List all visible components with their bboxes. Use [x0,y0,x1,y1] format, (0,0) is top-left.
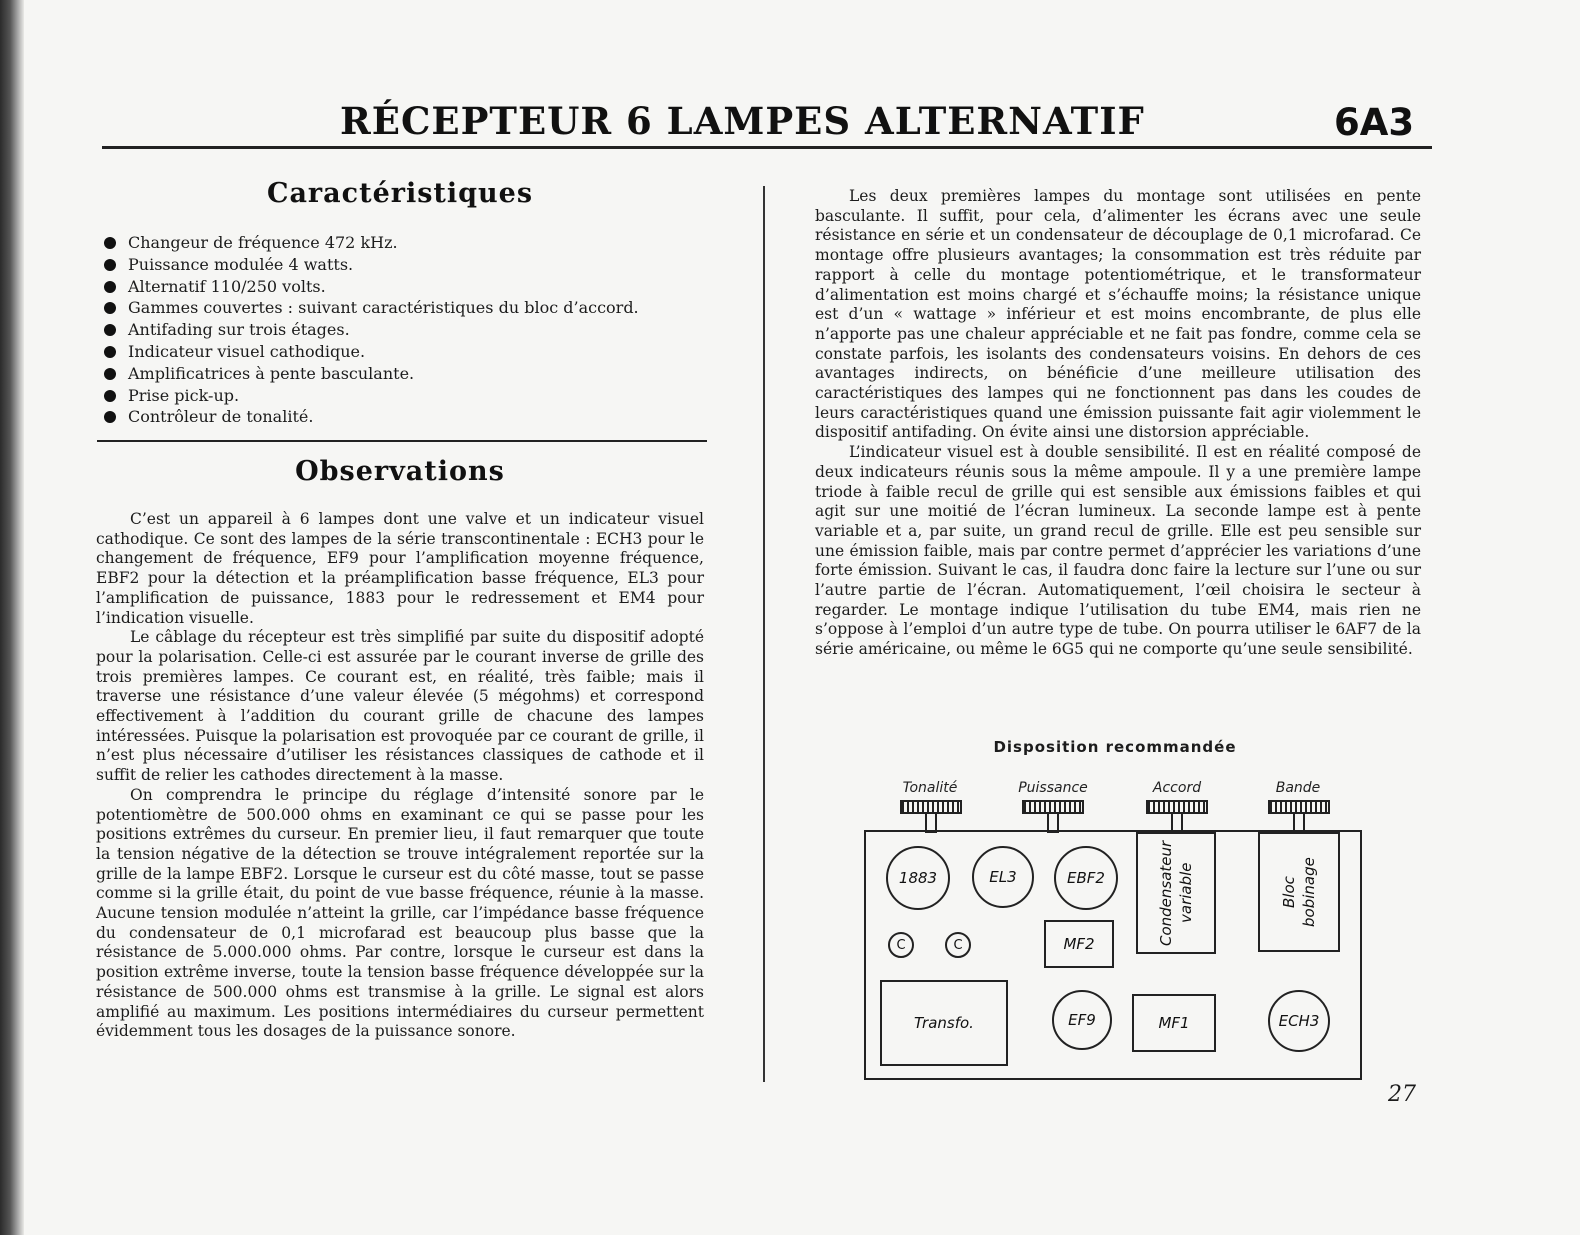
diagram-title: Disposition recommandée [993,738,1237,756]
transformateur: Transfo. [880,980,1008,1066]
chassis-layout [864,830,1362,1080]
page-title: RÉCEPTEUR 6 LAMPES ALTERNATIF [340,99,1145,143]
knob-label-tonalite: Tonalité [902,780,958,796]
list-item: Antifading sur trois étages. [104,319,704,341]
capacitor-c2: C [945,932,971,958]
header-rule [102,146,1432,149]
knob-label-accord: Accord [1152,780,1202,796]
column-divider [763,186,765,1082]
caracteristiques-list [104,232,704,428]
observations-text [96,510,704,1042]
list-item: Prise pick-up. [104,385,704,407]
knob-label-puissance: Puissance [1018,780,1088,796]
paragraph: Le câblage du récepteur est très simplifié par suite du dispositif adopté pour la polarisation. Celle-ci est assurée par le courant inverse de grille des trois premières lampes. Ce courant est, en réalité, très faible; mais il traverse une résistance d’une valeur élevée (5 mégohms) et correspond effectivement à l’addition du courant grille de chacune des lampes intéressées. Puisque la polarisation est provoquée par ce courant de grille, il n’est plus nécessaire d’utiliser les résistances classiques de cathode et il suffit de relier les cathodes directement à la masse. [96,628,704,785]
list-item: Alternatif 110/250 volts. [104,276,704,298]
paragraph: C’est un appareil à 6 lampes dont une valve et un indicateur visuel cathodique. Ce sont des lampes de la série transcontinentale : ECH3 pour le changement de fréquence, EF9 pour l’amplification moyenne fréquence, EBF2 pour la détection et la préamplification basse fréquence, EL3 pour l’amplification de puissance, 1883 pour le redressement et EM4 pour l’indication visuelle. [96,510,704,627]
capacitor-c1: C [888,932,914,958]
paragraph: Les deux premières lampes du montage sont utilisées en pente basculante. Il suffit, pour cela, d’alimenter les écrans avec une seule résistance en série et un condensateur de découplage de 0,1 microfarad. Ce montage offre plusieurs avantages; la consommation est très réduite par rapport à celle du montage potentiométrique, et le transformateur d’alimentation est moins chargé et s’échauffe moins; la résistance unique est d’un « wattage » inférieur et est moins encombrante, de plus elle n’apporte pas une chaleur appréciable et ne fait pas fondre, comme cela se constate parfois, les isolants des condensateurs voisins. En dehors de ces avantages indirects, on bénéficie d’une meilleure utilisation des caractéristiques des lampes qui ne fonctionnent pas dans les coudes de leurs caractéristiques quand une émission puissante fait agir violemment le dispositif antifading. On évite ainsi une distorsion appréciable. [815,187,1421,442]
list-item: Indicateur visuel cathodique. [104,341,704,363]
bloc-bobinage: Bloc bobinage [1258,832,1340,952]
paragraph: L’indicateur visuel est à double sensibilité. Il est en réalité composé de deux indicateurs réunis sous la même ampoule. Il y a une première lampe triode à faible recul de grille qui est sensible aux émissions faibles et qui agit sur une moitié de l’écran lumineux. La seconde lampe est à pente variable et a, par suite, un grand recul de grille. Elle est peu sensible sur une émission faible, mais par contre permet d’apprécier les variations d’une forte émission. Suivant le cas, il faudra donc faire la lecture sur l’une ou sur l’autre partie de l’écran. Automatiquement, l’œil choisira le secteur à regarder. Le montage indique l’utilisation du tube EM4, mais rien ne s’oppose à l’emploi d’un autre type de tube. On pourra utiliser le 6AF7 de la série américaine, ou même le 6G5 qui ne comporte qu’une seule sensibilité. [815,443,1421,659]
caracteristiques-title: Caractéristiques [266,178,534,209]
page-number: 27 [1388,1082,1416,1107]
knob-label-bande: Bande [1275,780,1321,796]
tube-ebf2: EBF2 [1054,846,1118,910]
list-item: Amplificatrices à pente basculante. [104,363,704,385]
tube-1883: 1883 [886,846,950,910]
right-column-text [815,187,1421,660]
tube-el3: EL3 [972,846,1034,908]
tube-ef9: EF9 [1052,990,1112,1050]
page-binding-edge [0,0,24,1235]
mf1-transformer: MF1 [1132,994,1216,1052]
condensateur-variable: Condensateur variable [1136,832,1216,954]
mf2-transformer: MF2 [1044,920,1114,968]
list-item: Contrôleur de tonalité. [104,406,704,428]
paragraph: On comprendra le principe du réglage d’intensité sonore par le potentiomètre de 500.000 ohms en examinant ce qui se passe pour les positions extrêmes du curseur. En premier lieu, il faut remarquer que toute la tension négative de la détection se trouve intégralement reportée sur la grille de la lampe EBF2. Lorsque le curseur est du côté masse, tout se passe comme si la grille était, du point de vue basse fréquence, réunie à la masse. Aucune tension modulée n’atteint la grille, car l’impédance basse fréquence du condensateur de 0,1 microfarad est beaucoup plus basse que la résistance de 5.000.000 ohms. Par contre, lorsque le curseur est dans la position extrême inverse, toute la tension basse fréquence développée sur la résistance de 500.000 ohms est transmise à la grille. Le signal est alors amplifié au maximum. Les positions intermédiaires du curseur permettent évidemment tous les dosages de la puissance sonore. [96,785,704,1041]
list-item: Changeur de fréquence 472 kHz. [104,232,704,254]
list-item: Gammes couvertes : suivant caractéristiques du bloc d’accord. [104,297,704,319]
section-rule [97,440,707,442]
tube-ech3: ECH3 [1268,990,1330,1052]
list-item: Puissance modulée 4 watts. [104,254,704,276]
model-code: 6A3 [1334,101,1415,144]
observations-title: Observations [295,456,505,487]
